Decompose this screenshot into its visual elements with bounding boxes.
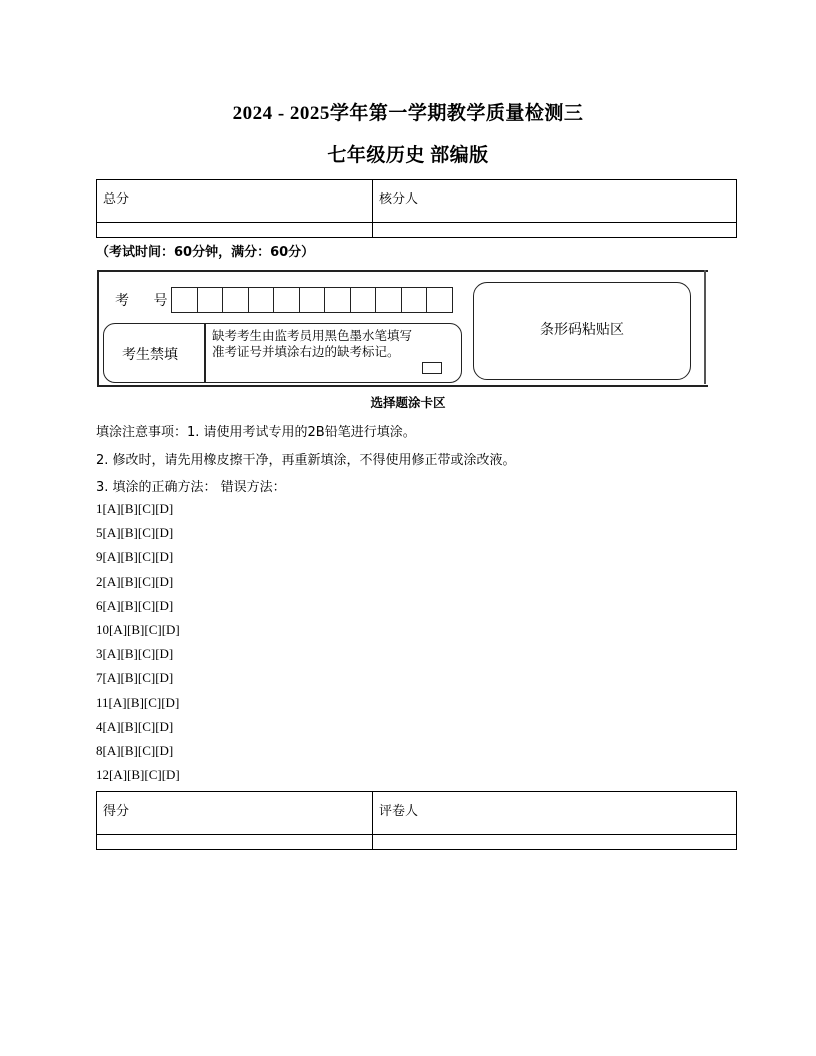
answer-row[interactable]: 3[A][B][C][D]	[96, 646, 174, 662]
absence-instructions: 缺考考生由监考员用黑色墨水笔填写准考证号并填涂右边的缺考标记。	[212, 328, 413, 359]
exam-number-cell[interactable]	[351, 288, 377, 312]
checker-cell: 核分人	[373, 180, 737, 223]
exam-number-cell[interactable]	[249, 288, 275, 312]
divider	[204, 324, 206, 382]
barcode-area	[473, 282, 691, 380]
grader-cell: 评卷人	[373, 792, 737, 835]
grader-input-cell[interactable]	[373, 835, 737, 850]
answer-row[interactable]: 8[A][B][C][D]	[96, 742, 174, 758]
total-score-input-cell[interactable]	[97, 223, 373, 238]
exam-number-grid[interactable]	[171, 287, 453, 313]
answer-row[interactable]: 1[A][B][C][D]	[96, 501, 174, 516]
answer-row[interactable]: 5[A][B][C][D]	[96, 525, 174, 541]
candidate-forbidden-box	[103, 323, 462, 383]
total-score-table	[96, 179, 737, 238]
scan-edge	[704, 270, 706, 384]
answer-row[interactable]: 6[A][B][C][D]	[96, 597, 174, 613]
exam-number-cell[interactable]	[402, 288, 428, 312]
answer-row[interactable]: 7[A][B][C][D]	[96, 670, 174, 686]
answer-list	[96, 500, 180, 790]
score-input-cell[interactable]	[97, 835, 373, 850]
answer-row[interactable]: 9[A][B][C][D]	[96, 549, 174, 565]
exam-number-cell[interactable]	[172, 288, 198, 312]
exam-number-cell[interactable]	[198, 288, 224, 312]
note-line-1: 填涂注意事项：1. 请使用考试专用的2B铅笔进行填涂。	[96, 425, 416, 440]
note-line-2: 2. 修改时，请先用橡皮擦干净，再重新填涂，不得使用修正带或涂改液。	[96, 453, 516, 468]
exam-number-cell[interactable]	[223, 288, 249, 312]
candidate-info-box	[97, 270, 708, 387]
score-cell: 得分	[97, 792, 373, 835]
answer-row[interactable]: 4[A][B][C][D]	[96, 718, 174, 734]
answer-row[interactable]: 12[A][B][C][D]	[96, 767, 180, 783]
page-title: 2024 - 2025学年第一学期教学质量检测三	[232, 103, 584, 124]
exam-number-cell[interactable]	[427, 288, 452, 312]
exam-number-cell[interactable]	[274, 288, 300, 312]
exam-number-cell[interactable]	[300, 288, 326, 312]
answer-row[interactable]: 11[A][B][C][D]	[96, 694, 180, 710]
barcode-label: 条形码粘贴区	[540, 322, 624, 338]
exam-number-cell[interactable]	[325, 288, 351, 312]
note-line-3: 3. 填涂的正确方法： 错误方法：	[96, 480, 286, 495]
absence-mark-box[interactable]	[422, 362, 442, 374]
total-score-cell: 总分	[97, 180, 373, 223]
checker-input-cell[interactable]	[373, 223, 737, 238]
page-subtitle: 七年级历史 部编版	[327, 145, 489, 166]
exam-info: （考试时间：60分钟，满分：60分）	[96, 245, 315, 260]
section-title: 选择题涂卡区	[370, 395, 446, 410]
forbid-label: 考生禁填	[122, 347, 178, 363]
section-score-table	[96, 791, 737, 850]
answer-row[interactable]: 2[A][B][C][D]	[96, 573, 174, 589]
answer-row[interactable]: 10[A][B][C][D]	[96, 621, 180, 637]
exam-number-cell[interactable]	[376, 288, 402, 312]
exam-number-label: 考 号	[115, 293, 178, 309]
